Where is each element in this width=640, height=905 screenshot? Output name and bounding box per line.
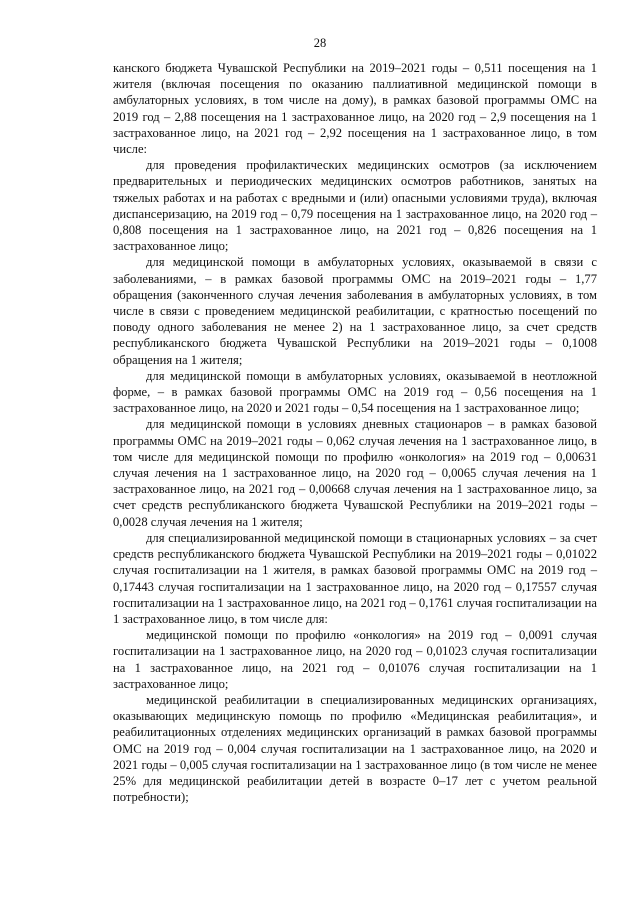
paragraph-day-hospitals: для медицинской помощи в условиях дневных стационаров – в рамках базовой программы ОМС на 2019–2021 годы – 0,062 случая лечения на 1 застрахованное лицо, в том числе для медицинской помощи по профилю «онкология» на 2019 год – 0,00631 случая лечения на 1 застрахованное лицо, на 2020 год – 0,0065 случая лечения на 1 застрахованное лицо, на 2021 год – 0,00668 случая лечения на 1 застрахованное лицо, за счет средств республиканского бюджета Чувашской Республики на 2019–2021 годы – 0,0028 случая лечения на 1 жителя; <box>113 417 597 529</box>
paragraph-preventive-exams: для проведения профилактических медицинских осмотров (за исключением предварительных и периодических медицинских осмотров работников, занятых на тяжелых работах и на работах с вредными и (или) опасными условиями труда), включая диспансеризацию, на 2019 год – 0,79 посещения на 1 застрахованное лицо, на 2020 год – 0,808 посещения на 1 застрахованное лицо, на 2021 год – 0,826 посещения на 1 застрахованное лицо; <box>113 158 597 254</box>
paragraph-continuation: канского бюджета Чувашской Республики на 2019–2021 годы – 0,511 посещения на 1 жителя (включая посещения по оказанию паллиативной медицинской помощи в амбулаторных условиях, в том числе на дому), в рамках базовой программы ОМС на 2019 год – 2,88 посещения на 1 застрахованное лицо, на 2020 год – 2,9 посещения на 1 застрахованное лицо, на 2021 год – 2,92 посещения на 1 застрахованное лицо, в том числе: <box>113 61 597 157</box>
page-number: 28 <box>313 36 327 50</box>
paragraph-outpatient-urgent: для медицинской помощи в амбулаторных условиях, оказываемой в неотложной форме, – в рамках базовой программы ОМС на 2019 год – 0,56 посещения на 1 застрахованное лицо, на 2020 и 2021 годы – 0,54 посещения на 1 застрахованное лицо; <box>113 368 597 416</box>
document-body <box>113 60 597 805</box>
paragraph-outpatient-diseases: для медицинской помощи в амбулаторных условиях, оказываемой в связи с заболеваниями, – в рамках базовой программы ОМС на 2019–2021 годы – 1,77 обращения (законченного случая лечения заболевания в амбулаторных условиях, в том числе в связи с проведением медицинской реабилитации, с кратностью посещений по поводу одного заболевания не менее 2) на 1 застрахованное лицо, за счет средств республиканского бюджета Чувашской Республики на 2019–2021 годы – 0,1008 обращения на 1 жителя; <box>113 255 597 367</box>
paragraph-inpatient-specialized: для специализированной медицинской помощи в стационарных условиях – за счет средств республиканского бюджета Чувашской Республики на 2019–2021 годы – 0,01022 случая госпитализации на 1 жителя, в рамках базовой программы ОМС на 2019 год – 0,17443 случая госпитализации на 1 застрахованное лицо, на 2020 год – 0,17557 случая госпитализации на 1 застрахованное лицо, на 2021 год – 0,1761 случая госпитализации на 1 застрахованное лицо, в том числе для: <box>113 530 597 626</box>
paragraph-oncology: медицинской помощи по профилю «онкология» на 2019 год – 0,0091 случая госпитализации на 1 застрахованное лицо, на 2020 год – 0,01023 случая госпитализации на 1 застрахованное лицо, на 2021 год – 0,01076 случая госпитализации на 1 застрахованное лицо; <box>113 628 597 691</box>
paragraph-rehabilitation: медицинской реабилитации в специализированных медицинских организациях, оказывающих медицинскую помощь по профилю «Медицинская реабилитация», и реабилитационных отделениях медицинских организаций в рамках базовой программы ОМС на 2019 год – 0,004 случая госпитализации на 1 застрахованное лицо, на 2020 и 2021 годы – 0,005 случая госпитализации на 1 застрахованное лицо (в том числе не менее 25% для медицинской реабилитации детей в возрасте 0–17 лет с учетом реальной потребности); <box>113 692 597 805</box>
